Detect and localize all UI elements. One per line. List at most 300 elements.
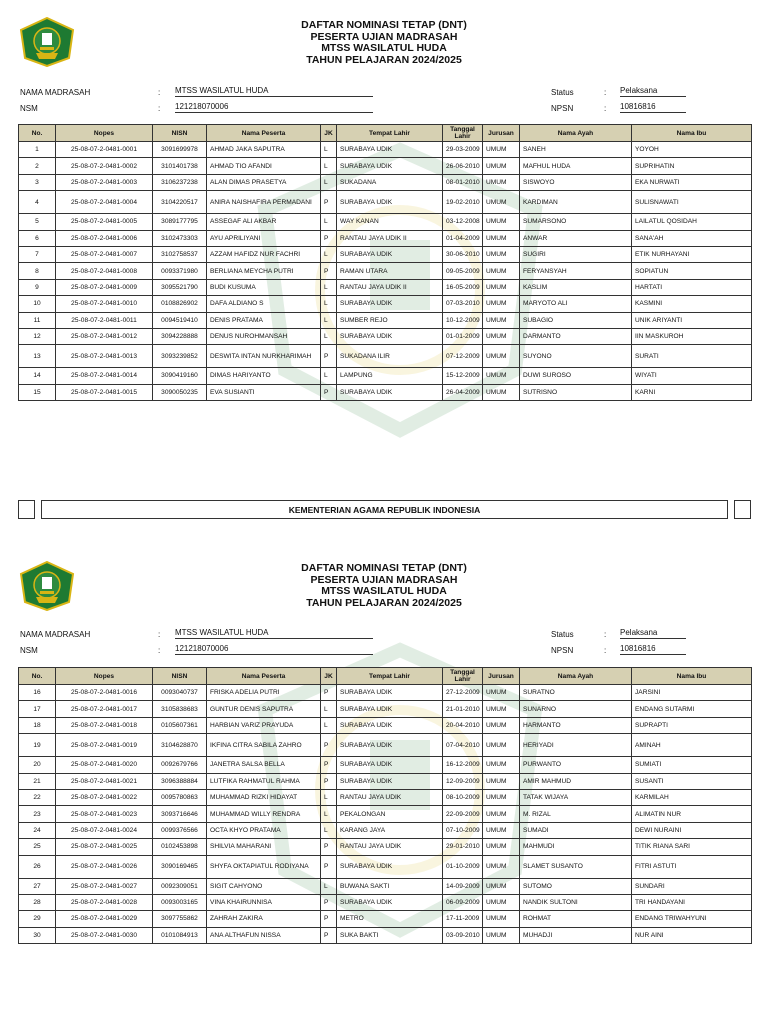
colon: : xyxy=(604,630,607,639)
cell-no: 21 xyxy=(19,773,56,789)
cell-nisn: 3095521790 xyxy=(153,279,207,295)
table-row xyxy=(19,296,752,312)
cell-nama-ibu: WIYATI xyxy=(632,368,752,384)
cell-nisn: 3106237238 xyxy=(153,174,207,190)
cell-jurusan: UMUM xyxy=(483,328,520,344)
cell-nopes: 25-08-07-2-0481-0030 xyxy=(56,927,153,943)
cell-nama-ayah: SUBAGIO xyxy=(520,312,632,328)
status-label: Status xyxy=(551,630,574,639)
cell-jk: L xyxy=(321,142,337,158)
cell-nisn: 3090169465 xyxy=(153,855,207,878)
footer-banner: KEMENTERIAN AGAMA REPUBLIK INDONESIA xyxy=(41,500,728,519)
cell-no: 5 xyxy=(19,214,56,230)
cell-jurusan: UMUM xyxy=(483,878,520,894)
table-row xyxy=(19,214,752,230)
cell-tempat-lahir: SURABAYA UDIK xyxy=(337,685,443,701)
cell-nama-peserta: EVA SUSIANTI xyxy=(207,384,321,400)
table-row xyxy=(19,701,752,717)
cell-jk: L xyxy=(321,279,337,295)
cell-no: 10 xyxy=(19,296,56,312)
cell-nama-ibu: AMINAH xyxy=(632,734,752,757)
cell-nama-peserta: BERLIANA MEYCHA PUTRI xyxy=(207,263,321,279)
cell-nama-ayah: SUTRISNO xyxy=(520,384,632,400)
cell-jurusan: UMUM xyxy=(483,191,520,214)
cell-no: 12 xyxy=(19,328,56,344)
table-row xyxy=(19,789,752,805)
col-header-no: No. xyxy=(19,668,56,685)
cell-nama-peserta: SHYFA OKTAPIATUL RODIYANA xyxy=(207,855,321,878)
cell-jk: P xyxy=(321,911,337,927)
cell-nama-ibu: SANA'AH xyxy=(632,230,752,246)
cell-nama-ibu: SULISNAWATI xyxy=(632,191,752,214)
cell-nama-ibu: HARTATI xyxy=(632,279,752,295)
school-info xyxy=(0,628,768,658)
cell-nisn: 3094228888 xyxy=(153,328,207,344)
cell-nama-peserta: FRISKA ADELIA PUTRI xyxy=(207,685,321,701)
cell-nopes: 25-08-07-2-0481-0006 xyxy=(56,230,153,246)
cell-nama-peserta: MUHAMMAD RIZKI HIDAYAT xyxy=(207,789,321,805)
npsn-value: 10816816 xyxy=(620,102,686,113)
title-line-1: DAFTAR NOMINASI TETAP (DNT) xyxy=(301,562,467,574)
cell-nama-ayah: FERYANSYAH xyxy=(520,263,632,279)
cell-jk: P xyxy=(321,685,337,701)
cell-no: 24 xyxy=(19,822,56,838)
cell-tanggal-lahir: 08-01-2010 xyxy=(443,174,483,190)
nama-madrasah-value: MTSS WASILATUL HUDA xyxy=(175,86,373,97)
col-header-nama-peserta: Nama Peserta xyxy=(207,125,321,142)
cell-nopes: 25-08-07-2-0481-0016 xyxy=(56,685,153,701)
cell-jk: L xyxy=(321,158,337,174)
cell-nisn: 0094519410 xyxy=(153,312,207,328)
table-row xyxy=(19,773,752,789)
table-row xyxy=(19,822,752,838)
cell-jk: P xyxy=(321,345,337,368)
cell-nama-ibu: NUR AINI xyxy=(632,927,752,943)
cell-tanggal-lahir: 03-09-2010 xyxy=(443,927,483,943)
cell-jurusan: UMUM xyxy=(483,345,520,368)
nsm-value: 121218070006 xyxy=(175,644,373,655)
cell-nama-peserta: AHMAD TIO AFANDI xyxy=(207,158,321,174)
table-row xyxy=(19,911,752,927)
cell-tanggal-lahir: 15-12-2009 xyxy=(443,368,483,384)
colon: : xyxy=(158,646,161,655)
cell-nisn: 0092309051 xyxy=(153,878,207,894)
cell-nama-ibu: IIN MASKUROH xyxy=(632,328,752,344)
cell-tanggal-lahir: 07-03-2010 xyxy=(443,296,483,312)
table-row xyxy=(19,855,752,878)
cell-nisn: 3096388884 xyxy=(153,773,207,789)
cell-tanggal-lahir: 17-11-2009 xyxy=(443,911,483,927)
cell-nopes: 25-08-07-2-0481-0023 xyxy=(56,806,153,822)
cell-no: 16 xyxy=(19,685,56,701)
cell-tanggal-lahir: 07-12-2009 xyxy=(443,345,483,368)
cell-nama-peserta: BUDI KUSUMA xyxy=(207,279,321,295)
cell-nama-ayah: PURWANTO xyxy=(520,757,632,773)
cell-nopes: 25-08-07-2-0481-0007 xyxy=(56,246,153,262)
cell-tempat-lahir: RANTAU JAYA UDIK II xyxy=(337,279,443,295)
cell-nopes: 25-08-07-2-0481-0002 xyxy=(56,158,153,174)
document-title xyxy=(0,563,768,609)
cell-jk: P xyxy=(321,734,337,757)
col-header-jurusan: Jurusan xyxy=(483,668,520,685)
cell-nama-ibu: KARMILAH xyxy=(632,789,752,805)
cell-nopes: 25-08-07-2-0481-0013 xyxy=(56,345,153,368)
table-row xyxy=(19,839,752,855)
cell-tempat-lahir: SUKA BAKTI xyxy=(337,927,443,943)
cell-jurusan: UMUM xyxy=(483,263,520,279)
cell-jk: P xyxy=(321,230,337,246)
cell-jurusan: UMUM xyxy=(483,230,520,246)
cell-tempat-lahir: KARANG JAYA xyxy=(337,822,443,838)
cell-nisn: 3091699978 xyxy=(153,142,207,158)
colon: : xyxy=(158,630,161,639)
cell-tanggal-lahir: 12-09-2009 xyxy=(443,773,483,789)
cell-nopes: 25-08-07-2-0481-0012 xyxy=(56,328,153,344)
npsn-label: NPSN xyxy=(551,104,574,113)
cell-jk: P xyxy=(321,757,337,773)
cell-nama-ibu: SUPRAPTI xyxy=(632,717,752,733)
cell-tempat-lahir: RANTAU JAYA UDIK xyxy=(337,839,443,855)
cell-nopes: 25-08-07-2-0481-0026 xyxy=(56,855,153,878)
cell-jurusan: UMUM xyxy=(483,279,520,295)
cell-nopes: 25-08-07-2-0481-0003 xyxy=(56,174,153,190)
cell-nopes: 25-08-07-2-0481-0025 xyxy=(56,839,153,855)
title-line-2: PESERTA UJIAN MADRASAH xyxy=(310,573,458,586)
cell-no: 28 xyxy=(19,894,56,910)
cell-nama-ibu: TRI HANDAYANI xyxy=(632,894,752,910)
cell-nama-ibu: SUMIATI xyxy=(632,757,752,773)
nama-madrasah-label: NAMA MADRASAH xyxy=(20,88,91,97)
cell-nama-peserta: GUNTUR DENIS SAPUTRA xyxy=(207,701,321,717)
col-header-nama-ibu: Nama Ibu xyxy=(632,125,752,142)
cell-no: 2 xyxy=(19,158,56,174)
cell-nama-ayah: KARDIMAN xyxy=(520,191,632,214)
cell-tempat-lahir: WAY KANAN xyxy=(337,214,443,230)
colon: : xyxy=(158,88,161,97)
table-row xyxy=(19,246,752,262)
cell-no: 15 xyxy=(19,384,56,400)
cell-nama-peserta: ANIRA NAISHAFIRA PERMADANI xyxy=(207,191,321,214)
footer-left-box xyxy=(18,500,35,519)
cell-nisn: 3097755862 xyxy=(153,911,207,927)
col-header-no: No. xyxy=(19,125,56,142)
cell-no: 29 xyxy=(19,911,56,927)
cell-nama-ayah: SUMADI xyxy=(520,822,632,838)
cell-no: 13 xyxy=(19,345,56,368)
cell-tanggal-lahir: 01-10-2009 xyxy=(443,855,483,878)
cell-nama-peserta: MUHAMMAD WILLY RENDRA xyxy=(207,806,321,822)
cell-no: 4 xyxy=(19,191,56,214)
cell-jurusan: UMUM xyxy=(483,717,520,733)
cell-nama-ayah: MUHADJI xyxy=(520,927,632,943)
cell-jk: L xyxy=(321,328,337,344)
cell-nama-peserta: DESWITA INTAN NURKHARIMAH xyxy=(207,345,321,368)
cell-tempat-lahir: SURABAYA UDIK xyxy=(337,384,443,400)
footer-right-box xyxy=(734,500,751,519)
col-header-tempat-lahir: Tempat Lahir xyxy=(337,668,443,685)
table-header-row xyxy=(19,125,752,142)
cell-tanggal-lahir: 27-12-2009 xyxy=(443,685,483,701)
cell-jk: L xyxy=(321,368,337,384)
cell-no: 6 xyxy=(19,230,56,246)
cell-no: 26 xyxy=(19,855,56,878)
cell-nama-ayah: MARYOTO ALI xyxy=(520,296,632,312)
table-row xyxy=(19,927,752,943)
cell-no: 7 xyxy=(19,246,56,262)
cell-nopes: 25-08-07-2-0481-0022 xyxy=(56,789,153,805)
cell-tanggal-lahir: 01-04-2009 xyxy=(443,230,483,246)
cell-nisn: 0101084913 xyxy=(153,927,207,943)
cell-nama-ayah: MAFHUL HUDA xyxy=(520,158,632,174)
cell-nama-ayah: KASLIM xyxy=(520,279,632,295)
cell-tempat-lahir: BUWANA SAKTI xyxy=(337,878,443,894)
col-header-tanggal-lahir: Tanggal Lahir xyxy=(443,125,483,142)
cell-tempat-lahir: SURABAYA UDIK xyxy=(337,734,443,757)
cell-no: 8 xyxy=(19,263,56,279)
cell-nisn: 0092679766 xyxy=(153,757,207,773)
cell-nama-ibu: SUNDARI xyxy=(632,878,752,894)
cell-nisn: 3093239852 xyxy=(153,345,207,368)
cell-tempat-lahir: SURABAYA UDIK xyxy=(337,855,443,878)
table-row xyxy=(19,878,752,894)
cell-nama-ayah: SUGIRI xyxy=(520,246,632,262)
cell-tanggal-lahir: 10-12-2009 xyxy=(443,312,483,328)
cell-nama-peserta: HARBIAN VARIZ PRAYUDA xyxy=(207,717,321,733)
cell-nama-ayah: ROHMAT xyxy=(520,911,632,927)
status-label: Status xyxy=(551,88,574,97)
cell-jk: P xyxy=(321,894,337,910)
cell-nama-peserta: AZZAM HAFIDZ NUR FACHRI xyxy=(207,246,321,262)
cell-jurusan: UMUM xyxy=(483,757,520,773)
title-line-1: DAFTAR NOMINASI TETAP (DNT) xyxy=(301,19,467,31)
nsm-label: NSM xyxy=(20,646,38,655)
cell-no: 1 xyxy=(19,142,56,158)
col-header-jk: JK xyxy=(321,668,337,685)
cell-nisn: 3102758537 xyxy=(153,246,207,262)
cell-tempat-lahir: SURABAYA UDIK xyxy=(337,701,443,717)
cell-jurusan: UMUM xyxy=(483,734,520,757)
cell-tanggal-lahir: 19-02-2010 xyxy=(443,191,483,214)
title-line-2: PESERTA UJIAN MADRASAH xyxy=(310,30,458,43)
cell-tanggal-lahir: 26-04-2009 xyxy=(443,384,483,400)
cell-jk: L xyxy=(321,878,337,894)
table-row xyxy=(19,328,752,344)
page-2 xyxy=(0,540,768,1024)
cell-no: 19 xyxy=(19,734,56,757)
cell-jurusan: UMUM xyxy=(483,806,520,822)
cell-no: 27 xyxy=(19,878,56,894)
cell-nama-peserta: ANA ALTHAFUN NISSA xyxy=(207,927,321,943)
col-header-tanggal-lahir: Tanggal Lahir xyxy=(443,668,483,685)
cell-nama-ibu: SUSANTI xyxy=(632,773,752,789)
cell-jk: L xyxy=(321,717,337,733)
cell-nama-ayah: SURATNO xyxy=(520,685,632,701)
cell-tanggal-lahir: 30-06-2010 xyxy=(443,246,483,262)
cell-tempat-lahir: SURABAYA UDIK xyxy=(337,296,443,312)
cell-no: 22 xyxy=(19,789,56,805)
title-line-4: TAHUN PELAJARAN 2024/2025 xyxy=(306,596,462,609)
cell-nama-ibu: ETIK NURHAYANI xyxy=(632,246,752,262)
cell-nama-ibu: EKA NURWATI xyxy=(632,174,752,190)
cell-nopes: 25-08-07-2-0481-0010 xyxy=(56,296,153,312)
cell-jk: P xyxy=(321,855,337,878)
cell-tempat-lahir: PEKALONGAN xyxy=(337,806,443,822)
cell-nama-peserta: DIMAS HARIYANTO xyxy=(207,368,321,384)
cell-tanggal-lahir: 08-10-2009 xyxy=(443,789,483,805)
col-header-nisn: NISN xyxy=(153,125,207,142)
cell-tempat-lahir: SURABAYA UDIK xyxy=(337,191,443,214)
table-row xyxy=(19,734,752,757)
nsm-label: NSM xyxy=(20,104,38,113)
cell-no: 25 xyxy=(19,839,56,855)
col-header-nama-ayah: Nama Ayah xyxy=(520,125,632,142)
table-row xyxy=(19,174,752,190)
cell-jurusan: UMUM xyxy=(483,158,520,174)
cell-jk: P xyxy=(321,773,337,789)
cell-jurusan: UMUM xyxy=(483,789,520,805)
cell-tanggal-lahir: 20-04-2010 xyxy=(443,717,483,733)
cell-jk: L xyxy=(321,806,337,822)
cell-nisn: 0102453898 xyxy=(153,839,207,855)
table-row xyxy=(19,142,752,158)
cell-tempat-lahir: METRO xyxy=(337,911,443,927)
npsn-label: NPSN xyxy=(551,646,574,655)
cell-jurusan: UMUM xyxy=(483,822,520,838)
cell-nama-peserta: SIGIT CAHYONO xyxy=(207,878,321,894)
table-row xyxy=(19,230,752,246)
cell-nama-peserta: IKFINA CITRA SABILA ZAHRO xyxy=(207,734,321,757)
cell-jurusan: UMUM xyxy=(483,894,520,910)
cell-jk: L xyxy=(321,174,337,190)
cell-nama-ibu: ENDANG TRIWAHYUNI xyxy=(632,911,752,927)
cell-tempat-lahir: LAMPUNG xyxy=(337,368,443,384)
cell-nama-peserta: VINA KHAIRUNNISA xyxy=(207,894,321,910)
cell-nama-ayah: SUYONO xyxy=(520,345,632,368)
cell-nopes: 25-08-07-2-0481-0019 xyxy=(56,734,153,757)
table-row xyxy=(19,806,752,822)
cell-tanggal-lahir: 29-03-2009 xyxy=(443,142,483,158)
table-row xyxy=(19,894,752,910)
cell-nisn: 3102473303 xyxy=(153,230,207,246)
cell-no: 30 xyxy=(19,927,56,943)
cell-tempat-lahir: SUKADANA ILIR xyxy=(337,345,443,368)
table-header-row xyxy=(19,668,752,685)
cell-jurusan: UMUM xyxy=(483,384,520,400)
cell-nama-ibu: SUPRIHATIN xyxy=(632,158,752,174)
table-row xyxy=(19,158,752,174)
cell-jk: L xyxy=(321,822,337,838)
cell-tanggal-lahir: 09-05-2009 xyxy=(443,263,483,279)
cell-jk: P xyxy=(321,384,337,400)
cell-nama-ayah: DUWI SUROSO xyxy=(520,368,632,384)
cell-nama-ayah: SUNARNO xyxy=(520,701,632,717)
cell-nama-peserta: DENIS PRATAMA xyxy=(207,312,321,328)
table-row xyxy=(19,263,752,279)
table-row xyxy=(19,312,752,328)
cell-tanggal-lahir: 14-09-2009 xyxy=(443,878,483,894)
colon: : xyxy=(158,104,161,113)
cell-nama-peserta: ALAN DIMAS PRASETYA xyxy=(207,174,321,190)
cell-nopes: 25-08-07-2-0481-0001 xyxy=(56,142,153,158)
cell-nama-ayah: SUMARSONO xyxy=(520,214,632,230)
cell-nopes: 25-08-07-2-0481-0005 xyxy=(56,214,153,230)
cell-tanggal-lahir: 06-09-2009 xyxy=(443,894,483,910)
cell-jurusan: UMUM xyxy=(483,246,520,262)
cell-nama-peserta: DAFA ALDIANO S xyxy=(207,296,321,312)
cell-nama-peserta: DENUS NUROHMANSAH xyxy=(207,328,321,344)
cell-jurusan: UMUM xyxy=(483,855,520,878)
cell-tempat-lahir: SURABAYA UDIK xyxy=(337,328,443,344)
table-row xyxy=(19,757,752,773)
table-row xyxy=(19,368,752,384)
cell-nisn: 0105607361 xyxy=(153,717,207,733)
cell-nopes: 25-08-07-2-0481-0008 xyxy=(56,263,153,279)
col-header-jk: JK xyxy=(321,125,337,142)
table-row xyxy=(19,384,752,400)
cell-nopes: 25-08-07-2-0481-0018 xyxy=(56,717,153,733)
cell-jurusan: UMUM xyxy=(483,839,520,855)
cell-nopes: 25-08-07-2-0481-0017 xyxy=(56,701,153,717)
title-line-4: TAHUN PELAJARAN 2024/2025 xyxy=(306,53,462,66)
table-row xyxy=(19,717,752,733)
cell-nama-ayah: MAHMUDI xyxy=(520,839,632,855)
cell-no: 20 xyxy=(19,757,56,773)
cell-nama-peserta: SHILVIA MAHARANI xyxy=(207,839,321,855)
colon: : xyxy=(604,88,607,97)
col-header-nopes: Nopes xyxy=(56,668,153,685)
cell-nama-ibu: YOYOH xyxy=(632,142,752,158)
title-line-3: MTSS WASILATUL HUDA xyxy=(321,42,447,54)
cell-nama-ayah: HERIYADI xyxy=(520,734,632,757)
cell-no: 23 xyxy=(19,806,56,822)
npsn-value: 10816816 xyxy=(620,644,686,655)
cell-no: 11 xyxy=(19,312,56,328)
cell-nisn: 3105838683 xyxy=(153,701,207,717)
cell-nama-ibu: UNIK ARIYANTI xyxy=(632,312,752,328)
cell-nama-ayah: SLAMET SUSANTO xyxy=(520,855,632,878)
nsm-value: 121218070006 xyxy=(175,102,373,113)
cell-tanggal-lahir: 22-09-2009 xyxy=(443,806,483,822)
col-header-nama-ibu: Nama Ibu xyxy=(632,668,752,685)
cell-nopes: 25-08-07-2-0481-0029 xyxy=(56,911,153,927)
cell-jurusan: UMUM xyxy=(483,214,520,230)
cell-jk: P xyxy=(321,927,337,943)
cell-nisn: 3090419160 xyxy=(153,368,207,384)
cell-tanggal-lahir: 03-12-2008 xyxy=(443,214,483,230)
cell-tempat-lahir: SURABAYA UDIK xyxy=(337,894,443,910)
cell-nama-ayah: SANEH xyxy=(520,142,632,158)
cell-nama-peserta: AYU APRILIYANI xyxy=(207,230,321,246)
cell-jk: P xyxy=(321,263,337,279)
title-line-3: MTSS WASILATUL HUDA xyxy=(321,585,447,597)
cell-no: 14 xyxy=(19,368,56,384)
table-row xyxy=(19,279,752,295)
cell-tanggal-lahir: 26-06-2010 xyxy=(443,158,483,174)
cell-nama-peserta: AHMAD JAKA SAPUTRA xyxy=(207,142,321,158)
cell-nama-ibu: KASMINI xyxy=(632,296,752,312)
cell-nopes: 25-08-07-2-0481-0004 xyxy=(56,191,153,214)
cell-nama-ibu: LAILATUL QOSIDAH xyxy=(632,214,752,230)
cell-nopes: 25-08-07-2-0481-0027 xyxy=(56,878,153,894)
cell-nopes: 25-08-07-2-0481-0015 xyxy=(56,384,153,400)
cell-nama-ayah: TATAK WIJAYA xyxy=(520,789,632,805)
cell-nama-ibu: DEWI NURAINI xyxy=(632,822,752,838)
cell-jk: L xyxy=(321,296,337,312)
cell-nisn: 3090050235 xyxy=(153,384,207,400)
cell-no: 3 xyxy=(19,174,56,190)
cell-jk: L xyxy=(321,246,337,262)
cell-jurusan: UMUM xyxy=(483,312,520,328)
